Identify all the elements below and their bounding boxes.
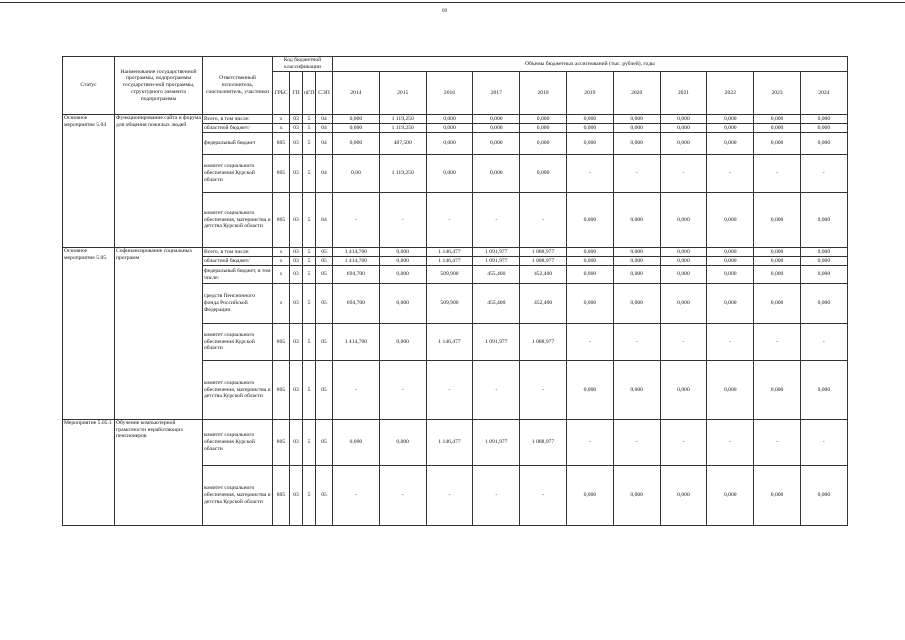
row-value: 0,000	[473, 115, 520, 124]
row-code: х	[273, 257, 290, 266]
row-value: 0,000	[800, 361, 847, 420]
row-value: -	[379, 361, 426, 420]
header-volumes: Объемы бюджетных ассигнований (тыс. рублей), годы	[333, 57, 848, 72]
header-code-group: Код бюджетной классификации	[273, 57, 333, 72]
row-status: Основное мероприятие 5.04	[63, 115, 115, 248]
row-value: 0,000	[660, 466, 707, 526]
row-value: -	[707, 324, 754, 361]
row-value: 0,000	[707, 124, 754, 133]
row-value: 0,000	[800, 193, 847, 248]
row-value: -	[333, 361, 380, 420]
row-executor: комитет социального обеспечения Курской области	[203, 155, 273, 193]
row-value: 0,000	[754, 124, 801, 133]
row-code: 03	[290, 257, 303, 266]
row-code: 03	[290, 361, 303, 420]
header-year: 2020	[613, 72, 660, 115]
row-value: 0,000	[566, 115, 613, 124]
row-value: 0,000	[613, 248, 660, 257]
row-value: -	[566, 155, 613, 193]
row-value: 0,000	[800, 466, 847, 526]
row-value: 694,700	[333, 284, 380, 324]
row-value: 0,000	[613, 257, 660, 266]
row-executor: комитет социального обеспечения, материнства и детства Курской области	[203, 466, 273, 526]
row-value: 0,000	[566, 257, 613, 266]
row-code: 5	[303, 257, 316, 266]
row-name: Обучение компьютерной грамотности неработающих пенсионеров	[115, 420, 203, 526]
row-value: 0,000	[520, 115, 567, 124]
row-code: 03	[290, 133, 303, 155]
row-code: 5	[303, 124, 316, 133]
table-row	[63, 115, 848, 124]
row-value: 0,000	[379, 284, 426, 324]
row-value: 455,400	[473, 266, 520, 284]
row-value: 0,000	[707, 266, 754, 284]
row-code: 5	[303, 155, 316, 193]
header-year: 2024	[800, 72, 847, 115]
row-value: -	[613, 420, 660, 466]
row-code: 05	[316, 361, 333, 420]
row-value: 0,000	[754, 284, 801, 324]
row-value: 0,000	[660, 284, 707, 324]
header-year: 2019	[566, 72, 613, 115]
row-value: 0,000	[566, 361, 613, 420]
row-code: 04	[316, 133, 333, 155]
row-value: 0,000	[660, 193, 707, 248]
row-value: 0,000	[379, 248, 426, 257]
header-year: 2023	[754, 72, 801, 115]
row-value: 0,000	[566, 248, 613, 257]
row-status: Мероприятие 5.05.1	[63, 420, 115, 526]
row-code: 03	[290, 124, 303, 133]
row-value: -	[520, 361, 567, 420]
row-name: Функционирование сайта и форума для общения пожилых людей	[115, 115, 203, 248]
row-value: 0,000	[379, 257, 426, 266]
row-value: 1 119,250	[379, 124, 426, 133]
row-value: 0,000	[660, 133, 707, 155]
row-code: 5	[303, 248, 316, 257]
row-value: -	[660, 324, 707, 361]
row-value: 0,000	[566, 124, 613, 133]
row-value: 0,000	[660, 248, 707, 257]
row-value: 0,000	[613, 133, 660, 155]
row-value: 0,000	[520, 124, 567, 133]
row-value: 1 414,700	[333, 257, 380, 266]
row-code: 805	[273, 155, 290, 193]
row-value: -	[426, 466, 473, 526]
row-value: 0,000	[426, 115, 473, 124]
row-value: 0,000	[754, 248, 801, 257]
row-value: 455,400	[473, 284, 520, 324]
row-value: -	[800, 324, 847, 361]
row-value: 0,000	[707, 133, 754, 155]
row-value: 0,000	[660, 115, 707, 124]
row-code: 5	[303, 133, 316, 155]
row-value: 1 088,977	[520, 420, 567, 466]
header-year: 2018	[520, 72, 567, 115]
row-code: 03	[290, 420, 303, 466]
row-value: -	[707, 155, 754, 193]
row-executor: Всего, в том числе:	[203, 115, 273, 124]
row-code: 805	[273, 193, 290, 248]
row-value: 0,000	[800, 133, 847, 155]
row-value: 0,000	[473, 133, 520, 155]
row-value: 0,000	[754, 115, 801, 124]
row-value: 0,000	[800, 248, 847, 257]
row-value: -	[473, 193, 520, 248]
row-code: 03	[290, 284, 303, 324]
row-value: 0,000	[800, 115, 847, 124]
row-value: 1 146,477	[426, 324, 473, 361]
row-value: 452,400	[520, 284, 567, 324]
row-value: -	[473, 466, 520, 526]
row-value: 0,000	[754, 466, 801, 526]
row-executor: средств Пенсионного фонда Российской Федерации	[203, 284, 273, 324]
row-value: 0,000	[426, 124, 473, 133]
header-year: 2017	[473, 72, 520, 115]
row-status: Основное мероприятие 5.05.	[63, 248, 115, 420]
row-value: 0,000	[566, 133, 613, 155]
row-code: 5	[303, 115, 316, 124]
row-code: 04	[316, 155, 333, 193]
row-executor: Всего, в том числе:	[203, 248, 273, 257]
row-value: -	[800, 155, 847, 193]
row-code: х	[273, 284, 290, 324]
table-row	[63, 248, 848, 257]
row-value: 487,500	[379, 133, 426, 155]
row-value: -	[520, 466, 567, 526]
row-value: 0,000	[379, 324, 426, 361]
row-code: 805	[273, 361, 290, 420]
row-value: 1 088,977	[520, 324, 567, 361]
row-value: -	[333, 466, 380, 526]
row-value: 0,000	[754, 193, 801, 248]
row-value: 0,000	[660, 257, 707, 266]
row-executor: федеральный бюджет, в том числе:	[203, 266, 273, 284]
row-value: 0,000	[613, 124, 660, 133]
row-value: -	[660, 420, 707, 466]
row-code: 5	[303, 361, 316, 420]
row-value: 0,000	[613, 466, 660, 526]
row-value: -	[754, 155, 801, 193]
row-value: 0,000	[800, 266, 847, 284]
row-executor: комитет социального обеспечения, материнства и детства Курской области	[203, 361, 273, 420]
row-value: -	[754, 324, 801, 361]
row-value: 0,000	[426, 133, 473, 155]
row-code: 805	[273, 133, 290, 155]
row-value: 1 414,700	[333, 324, 380, 361]
row-value: 1 119,250	[379, 155, 426, 193]
row-value: 0,000	[426, 155, 473, 193]
row-value: 0,000	[520, 155, 567, 193]
row-value: 0,000	[707, 284, 754, 324]
row-code: 5	[303, 193, 316, 248]
row-code: 05	[316, 466, 333, 526]
row-code: 03	[290, 266, 303, 284]
row-code: 04	[316, 115, 333, 124]
table-row	[63, 420, 848, 466]
row-value: 0,000	[613, 284, 660, 324]
row-executor: областной бюджет/	[203, 124, 273, 133]
row-value: 0,000	[333, 133, 380, 155]
row-value: 0,000	[660, 361, 707, 420]
row-value: 509,900	[426, 284, 473, 324]
header-year: 2014	[333, 72, 380, 115]
row-code: 805	[273, 324, 290, 361]
header-status: Статус	[63, 57, 115, 115]
row-code: 805	[273, 420, 290, 466]
budget-table	[62, 56, 848, 526]
row-value: 0,000	[707, 466, 754, 526]
page-number: 69	[442, 9, 447, 14]
row-value: 0,000	[800, 257, 847, 266]
row-value: 509,900	[426, 266, 473, 284]
header-code-pgp: пГП	[303, 72, 316, 115]
row-code: 5	[303, 324, 316, 361]
row-code: 5	[303, 266, 316, 284]
row-value: 0,000	[754, 257, 801, 266]
row-value: 0,000	[566, 193, 613, 248]
row-value: -	[426, 361, 473, 420]
row-code: 03	[290, 155, 303, 193]
row-code: 04	[316, 124, 333, 133]
row-value: 0,000	[754, 133, 801, 155]
row-name: Софинансирование социальных программ	[115, 248, 203, 420]
row-value: -	[613, 155, 660, 193]
row-value: -	[660, 155, 707, 193]
row-value: 1 091,977	[473, 257, 520, 266]
row-value: -	[566, 324, 613, 361]
header-code-gp: ГП	[290, 72, 303, 115]
row-code: 805	[273, 466, 290, 526]
row-value: 0,000	[660, 266, 707, 284]
row-code: 03	[290, 193, 303, 248]
row-value: 0,000	[333, 124, 380, 133]
row-code: 05	[316, 257, 333, 266]
row-executor: комитет социального обеспечения Курской области	[203, 324, 273, 361]
row-executor: федеральный бюджет	[203, 133, 273, 155]
row-value: -	[426, 193, 473, 248]
row-value: 1 119,250	[379, 115, 426, 124]
row-value: 0,000	[613, 361, 660, 420]
row-value: -	[800, 420, 847, 466]
row-value: 0,000	[473, 155, 520, 193]
row-value: 1 146,477	[426, 420, 473, 466]
row-value: -	[379, 193, 426, 248]
row-value: -	[613, 324, 660, 361]
row-value: -	[333, 193, 380, 248]
row-value: 0,000	[566, 266, 613, 284]
row-code: х	[273, 266, 290, 284]
row-executor: комитет социального обеспечения, материнства и детства Курской области	[203, 193, 273, 248]
row-code: х	[273, 124, 290, 133]
row-value: 0,000	[800, 124, 847, 133]
row-value: 0,000	[660, 124, 707, 133]
header-year: 2015	[379, 72, 426, 115]
row-code: 5	[303, 466, 316, 526]
row-value: 0,000	[613, 266, 660, 284]
row-executor: областной бюджет/	[203, 257, 273, 266]
header-code-grbs: ГРБС	[273, 72, 290, 115]
row-value: 0,000	[333, 115, 380, 124]
row-code: 5	[303, 284, 316, 324]
row-value: 1 088,977	[520, 248, 567, 257]
row-value: 1 091,977	[473, 420, 520, 466]
row-value: 1 414,700	[333, 248, 380, 257]
row-value: 0,000	[800, 284, 847, 324]
row-code: х	[273, 248, 290, 257]
header-executor: Ответственный исполнитель, соисполнитель, участники	[203, 57, 273, 115]
row-value: -	[473, 361, 520, 420]
row-value: 0,000	[333, 420, 380, 466]
row-value: 1 088,977	[520, 257, 567, 266]
row-value: 0,000	[520, 133, 567, 155]
row-value: 0,000	[379, 266, 426, 284]
row-value: -	[520, 193, 567, 248]
row-code: 03	[290, 324, 303, 361]
row-value: 0,000	[473, 124, 520, 133]
row-code: х	[273, 115, 290, 124]
row-executor: комитет социального обеспечения Курской области	[203, 420, 273, 466]
row-value: 0,000	[707, 361, 754, 420]
row-code: 05	[316, 266, 333, 284]
row-code: 05	[316, 324, 333, 361]
row-value: 694,700	[333, 266, 380, 284]
row-value: 0,000	[707, 248, 754, 257]
row-value: 0,000	[613, 115, 660, 124]
row-code: 05	[316, 284, 333, 324]
row-code: 03	[290, 248, 303, 257]
row-code: 03	[290, 466, 303, 526]
scan-top-border	[0, 2, 905, 3]
row-value: 1 146,477	[426, 248, 473, 257]
header-year: 2021	[660, 72, 707, 115]
row-code: 05	[316, 420, 333, 466]
row-value: 452,400	[520, 266, 567, 284]
row-value: 0,000	[707, 115, 754, 124]
row-value: 0,000	[707, 193, 754, 248]
row-value: 0,000	[566, 284, 613, 324]
header-year: 2022	[707, 72, 754, 115]
row-value: -	[566, 420, 613, 466]
row-code: 05	[316, 248, 333, 257]
row-code: 04	[316, 193, 333, 248]
header-year: 2016	[426, 72, 473, 115]
row-code: 03	[290, 115, 303, 124]
row-value: -	[754, 420, 801, 466]
row-value: 0,000	[754, 266, 801, 284]
row-value: -	[379, 466, 426, 526]
budget-table-body	[63, 115, 848, 526]
row-value: 0,000	[613, 193, 660, 248]
row-code: 5	[303, 420, 316, 466]
header-code-sep: СЭП	[316, 72, 333, 115]
row-value: 0,000	[379, 420, 426, 466]
row-value: 0,000	[754, 361, 801, 420]
row-value: 0,00	[333, 155, 380, 193]
row-value: 0,000	[566, 466, 613, 526]
header-name: Наименование государственной программы, подпрограммы государствен-ной программы, структурного элемента подпрограммы	[115, 57, 203, 115]
row-value: -	[707, 420, 754, 466]
row-value: 0,000	[707, 257, 754, 266]
row-value: 1 091,977	[473, 248, 520, 257]
row-value: 1 146,477	[426, 257, 473, 266]
row-value: 1 091,977	[473, 324, 520, 361]
